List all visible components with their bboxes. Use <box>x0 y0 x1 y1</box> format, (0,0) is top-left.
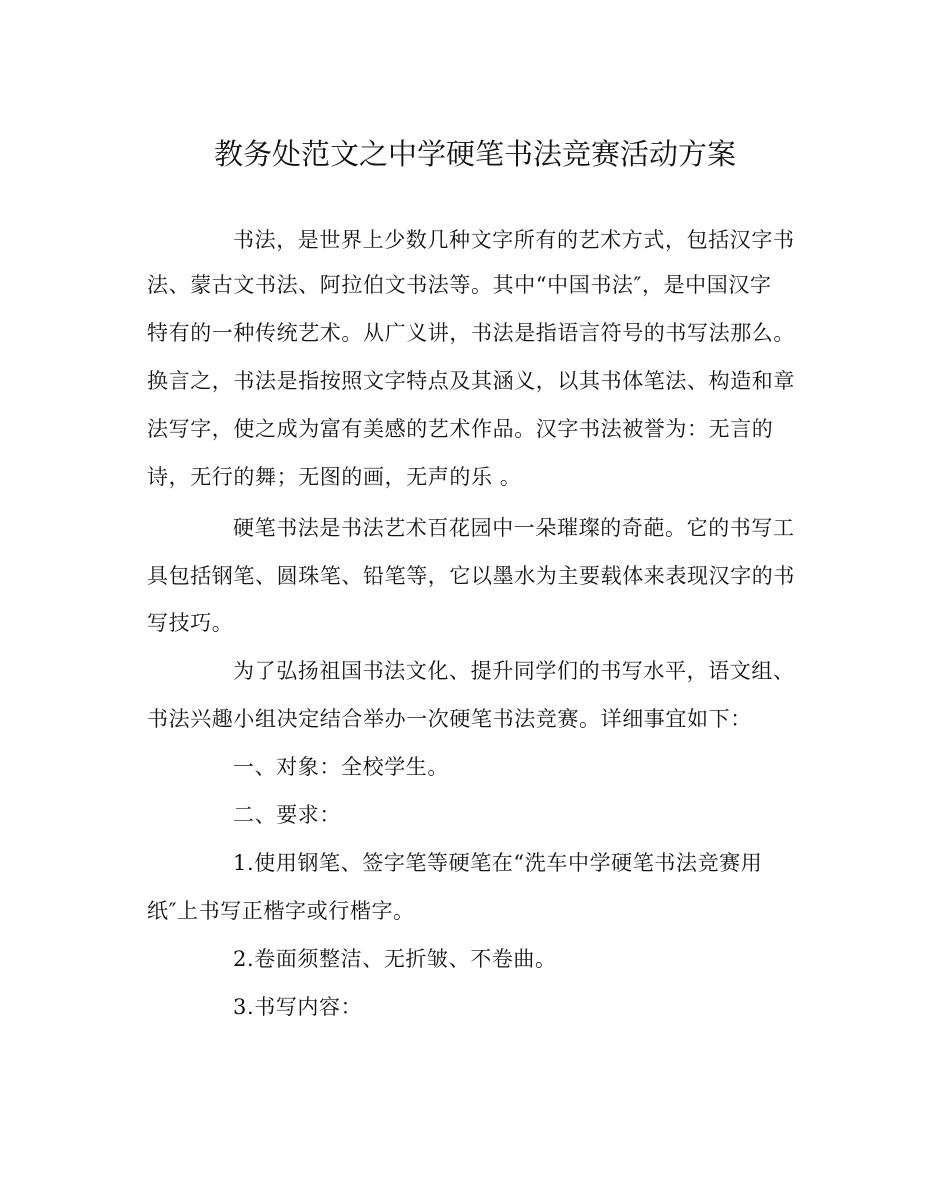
document-title: 教务处范文之中学硬笔书法竞赛活动方案 <box>213 137 736 171</box>
paragraph-line: 法、蒙古文书法、阿拉伯文书法等。其中“中国书法″，是中国汉字 <box>147 273 772 297</box>
paragraph-line: 硬笔书法是书法艺术百花园中一朵璀璨的奇葩。它的书写工 <box>233 516 795 540</box>
paragraph-line: 换言之，书法是指按照文字特点及其涵义，以其书体笔法、构造和章 <box>147 369 795 393</box>
paragraph-line: 书法，是世界上少数几种文字所有的艺术方式，包括汉字书 <box>233 228 795 252</box>
paragraph-line: 书法兴趣小组决定结合举办一次硬笔书法竞赛。详细事宜如下： <box>147 707 752 731</box>
list-item: 1.使用钢笔、签字笔等硬笔在“洗车中学硬笔书法竞赛用 <box>233 851 763 875</box>
paragraph-line: 具包括钢笔、圆珠笔、铅笔等，它以墨水为主要载体来表现汉字的书 <box>147 564 795 588</box>
list-item: 2.卷面须整洁、无折皱、不卷曲。 <box>233 947 557 971</box>
paragraph-line: 为了弘扬祖国书法文化、提升同学们的书写水平，语文组、 <box>233 659 795 683</box>
paragraph-line: 法写字，使之成为富有美感的艺术作品。汉字书法被誉为：无言的 <box>147 417 774 441</box>
section-heading-requirements: 二、要求： <box>233 803 341 827</box>
paragraph-line: 特有的一种传统艺术。从广义讲，书法是指语言符号的书写法那么。 <box>147 321 795 345</box>
section-heading-target: 一、对象：全校学生。 <box>233 755 449 779</box>
list-item: 3.书写内容： <box>233 995 363 1019</box>
list-item-continuation: 纸″上书写正楷字或行楷字。 <box>147 899 415 923</box>
paragraph-line: 写技巧。 <box>147 611 234 635</box>
paragraph-line: 诗，无行的舞；无图的画，无声的乐 。 <box>147 465 522 489</box>
